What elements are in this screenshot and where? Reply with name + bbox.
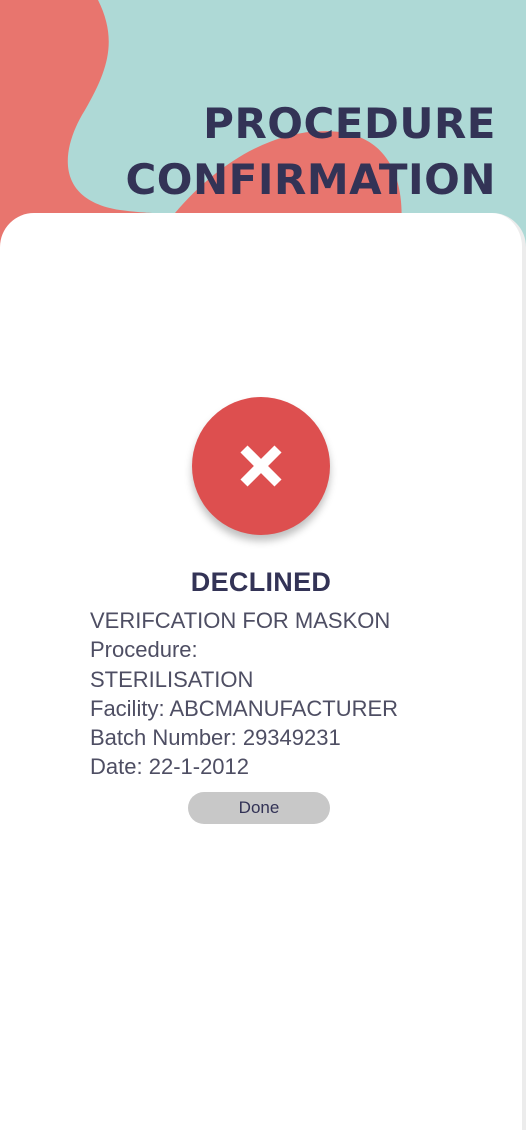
procedure-value: STERILISATION [90, 666, 254, 692]
done-button[interactable]: Done [188, 792, 330, 824]
date-label: Date: [90, 754, 149, 780]
declined-status-circle [192, 397, 330, 535]
procedure-label: Procedure: [90, 637, 198, 663]
x-icon [238, 443, 284, 489]
date-rest: -1-2012 [173, 754, 250, 780]
page-title-line1: PROCEDURE [203, 99, 496, 148]
batch-number-line: Batch Number: 29349231 [90, 725, 341, 751]
verification-line: VERIFCATION FOR MASKON [90, 608, 391, 633]
facility-line: Facility: ABCMANUFACTURER [90, 695, 399, 721]
status-title: DECLINED [190, 567, 332, 597]
date-day: 22 [148, 754, 174, 780]
page-title-line2: CONFIRMATION [125, 155, 496, 204]
procedure-details [90, 606, 398, 782]
date-line [90, 752, 398, 781]
page-title [125, 96, 496, 208]
